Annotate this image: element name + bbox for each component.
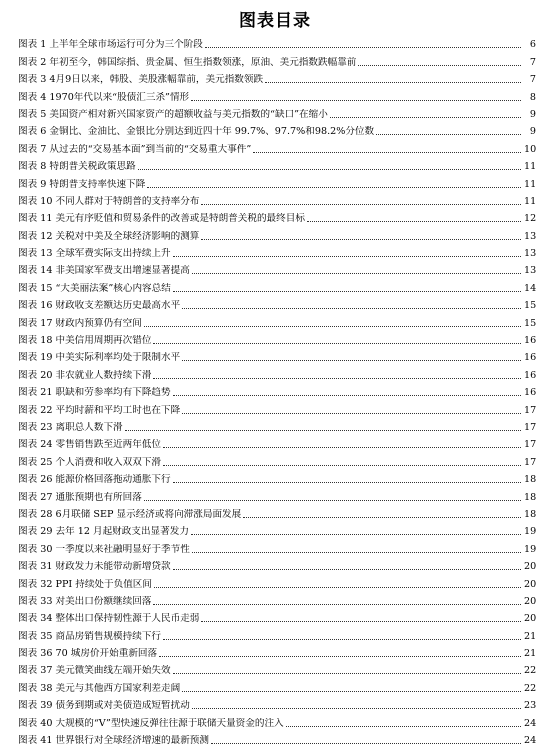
- dot-leader: [201, 239, 521, 240]
- toc-entry-label: 图表 41 世界银行对全球经济增速的最新预测: [18, 735, 209, 746]
- toc-entry-page: 20: [524, 578, 536, 590]
- dot-leader: [138, 169, 521, 170]
- toc-entry-page: 13: [524, 248, 536, 260]
- toc-entry[interactable]: [18, 520, 536, 537]
- dot-leader: [265, 82, 521, 83]
- toc-entry[interactable]: [18, 676, 536, 693]
- dot-leader: [243, 517, 521, 518]
- page-title: 图表目录: [239, 11, 311, 31]
- toc-entry-label: 图表 14 非美国家军费支出增速显著提高: [18, 265, 190, 277]
- toc-entry-label: 图表 4 1970年代以来“股债汇三杀”情形: [18, 91, 190, 103]
- toc-entry-page: 17: [524, 456, 536, 468]
- dot-leader: [154, 587, 521, 588]
- toc-entry[interactable]: [18, 416, 536, 433]
- toc-entry-label: 图表 5 美国资产相对新兴国家资产的超额收益与美元指数的“缺口”在缩小: [18, 108, 328, 120]
- dot-leader: [192, 552, 521, 553]
- toc-entry[interactable]: [18, 642, 536, 659]
- toc-entry-label: 图表 39 债务到期或对美债造成短暂扰动: [18, 700, 190, 712]
- toc-entry-label: 图表 21 职缺和劳参率均有下降趋势: [18, 387, 171, 399]
- toc-entry[interactable]: [18, 242, 536, 259]
- toc-entry-label: 图表 11 美元有序贬值和贸易条件的改善或是特朗普关税的最终目标: [18, 213, 305, 225]
- toc-entry[interactable]: [18, 50, 536, 67]
- dot-leader: [173, 395, 521, 396]
- toc-entry-page: 11: [524, 161, 536, 173]
- toc-entry-page: 17: [524, 439, 536, 451]
- toc-entry-label: 图表 17 财政内预算仍有空间: [18, 317, 142, 329]
- toc-entry-page: 8: [529, 91, 536, 103]
- toc-entry[interactable]: [18, 259, 536, 276]
- dot-leader: [192, 273, 521, 274]
- toc-entry-label: 图表 25 个人消费和收入双双下滑: [18, 456, 162, 468]
- toc-entry[interactable]: [18, 33, 536, 50]
- toc-entry-label: 图表 10 不同人群对于特朗普的支持率分布: [18, 195, 200, 207]
- toc-entry-page: 16: [524, 352, 536, 364]
- toc-entry-label: 图表 26 能源价格回落拖动通胀下行: [18, 474, 171, 486]
- toc-entry[interactable]: [18, 381, 536, 398]
- dot-leader: [205, 47, 521, 48]
- toc-entry-page: 13: [524, 265, 536, 277]
- toc-entry-page: 22: [524, 682, 536, 694]
- dot-leader: [144, 326, 521, 327]
- toc-entry-page: 7: [529, 74, 536, 86]
- dot-leader: [163, 465, 521, 466]
- toc-entry-label: 图表 35 商品房销售规模持续下行: [18, 630, 162, 642]
- dot-leader: [358, 65, 521, 66]
- dot-leader: [125, 430, 521, 431]
- dot-leader: [182, 691, 521, 692]
- toc-entry-label: 图表 36 70 城房价开始重新回落: [18, 648, 158, 660]
- toc-entry-label: 图表 12 关税对中美及全球经济影响的测算: [18, 230, 200, 242]
- toc-entry[interactable]: [18, 572, 536, 589]
- toc-entry[interactable]: [18, 190, 536, 207]
- toc-entry-page: 19: [524, 543, 536, 555]
- dot-leader: [147, 187, 521, 188]
- toc-entry-page: 24: [524, 735, 536, 746]
- dot-leader: [253, 152, 521, 153]
- toc-entry[interactable]: [18, 555, 536, 572]
- dot-leader: [376, 134, 521, 135]
- dot-leader: [173, 569, 521, 570]
- toc-entry-page: 23: [524, 700, 536, 712]
- toc-entry[interactable]: [18, 398, 536, 415]
- toc-entry[interactable]: [18, 103, 536, 120]
- toc-entry[interactable]: [18, 590, 536, 607]
- toc-entry-label: 图表 28 6月联储 SEP 显示经济或将向滞涨局面发展: [18, 508, 242, 520]
- dot-leader: [153, 378, 521, 379]
- toc-entry-label: 图表 24 零售销售跌至近两年低位: [18, 439, 162, 451]
- toc-entry[interactable]: [18, 207, 536, 224]
- dot-leader: [330, 117, 521, 118]
- dot-leader: [173, 673, 521, 674]
- toc-entry[interactable]: [18, 224, 536, 241]
- dot-leader: [201, 204, 521, 205]
- toc-entry-label: 图表 8 特朗普关税政策思路: [18, 161, 136, 173]
- toc-entry-page: 15: [524, 317, 536, 329]
- dot-leader: [182, 308, 521, 309]
- dot-leader: [163, 639, 521, 640]
- toc-entry-page: 18: [524, 491, 536, 503]
- dot-leader: [192, 708, 521, 709]
- figure-list: [18, 33, 536, 746]
- toc-entry-label: 图表 37 美元微笑曲线左端开始失效: [18, 665, 171, 677]
- toc-entry[interactable]: [18, 485, 536, 502]
- toc-entry-label: 图表 29 去年 12 月起财政支出显著发力: [18, 526, 189, 538]
- toc-entry-page: 12: [524, 213, 536, 225]
- dot-leader: [191, 534, 521, 535]
- toc-entry-page: 6: [529, 39, 536, 51]
- toc-entry-page: 20: [524, 561, 536, 573]
- toc-entry-page: 22: [524, 665, 536, 677]
- toc-entry-label: 图表 1 上半年全球市场运行可分为三个阶段: [18, 39, 203, 51]
- toc-entry-label: 图表 34 整体出口保持韧性源于人民币走弱: [18, 613, 200, 625]
- dot-leader: [307, 221, 521, 222]
- toc-entry[interactable]: [18, 624, 536, 641]
- dot-leader: [159, 656, 521, 657]
- toc-entry-page: 19: [524, 526, 536, 538]
- dot-leader: [173, 482, 521, 483]
- toc-entry[interactable]: [18, 433, 536, 450]
- toc-entry[interactable]: [18, 468, 536, 485]
- toc-entry[interactable]: [18, 329, 536, 346]
- toc-entry-page: 16: [524, 369, 536, 381]
- toc-entry-page: 18: [524, 474, 536, 486]
- toc-entry[interactable]: [18, 155, 536, 172]
- toc-entry[interactable]: [18, 607, 536, 624]
- toc-entry[interactable]: [18, 68, 536, 85]
- toc-entry-label: 图表 2 年初至今，韩国综指、贵金属、恒生指数领涨，原油、美元指数跌幅靠前: [18, 56, 357, 68]
- toc-entry-label: 图表 16 财政收支差额达历史最高水平: [18, 300, 181, 312]
- toc-entry[interactable]: [18, 276, 536, 293]
- toc-entry-label: 图表 3 4月9日以来，韩股、美股涨幅靠前，美元指数领跌: [18, 74, 264, 86]
- toc-entry-page: 7: [529, 56, 536, 68]
- toc-entry-label: 图表 9 特朗普支持率快速下降: [18, 178, 146, 190]
- toc-entry-label: 图表 31 财政发力未能带动新增贷款: [18, 561, 171, 573]
- toc-entry-page: 17: [524, 421, 536, 433]
- toc-entry-page: 9: [529, 126, 536, 138]
- toc-entry-label: 图表 6 金铜比、金油比、金银比分别达到近四十年 99.7%、97.7%和98.2%分位数: [18, 126, 375, 138]
- toc-entry-label: 图表 27 通胀预期也有所回落: [18, 491, 142, 503]
- toc-entry[interactable]: [18, 120, 536, 137]
- toc-entry-page: 14: [524, 282, 536, 294]
- toc-entry[interactable]: [18, 537, 536, 554]
- dot-leader: [211, 743, 521, 744]
- toc-entry[interactable]: [18, 85, 536, 102]
- toc-entry[interactable]: [18, 137, 536, 154]
- toc-entry-page: 13: [524, 230, 536, 242]
- toc-entry-label: 图表 40 大规模的“V”型快速反弹往往源于联储天量资金的注入: [18, 717, 284, 729]
- dot-leader: [173, 256, 521, 257]
- toc-entry-page: 20: [524, 613, 536, 625]
- toc-entry[interactable]: [18, 346, 536, 363]
- toc-entry[interactable]: [18, 503, 536, 520]
- dot-leader: [163, 447, 521, 448]
- toc-entry-page: 9: [529, 108, 536, 120]
- toc-entry[interactable]: [18, 363, 536, 380]
- toc-entry-label: 图表 33 对美出口份额继续回落: [18, 595, 152, 607]
- dot-leader: [286, 726, 521, 727]
- toc-entry-label: 图表 30 一季度以来社融明显好于季节性: [18, 543, 190, 555]
- toc-entry-page: 21: [524, 630, 536, 642]
- dot-leader: [191, 100, 521, 101]
- toc-entry[interactable]: [18, 172, 536, 189]
- dot-leader: [182, 413, 521, 414]
- toc-entry-label: 图表 22 平均时薪和平均工时也在下降: [18, 404, 181, 416]
- toc-entry-label: 图表 38 美元与其他西方国家利差走阔: [18, 682, 181, 694]
- dot-leader: [182, 360, 521, 361]
- toc-entry[interactable]: [18, 659, 536, 676]
- toc-entry-page: 11: [524, 195, 536, 207]
- toc-entry[interactable]: [18, 729, 536, 746]
- toc-entry-page: 20: [524, 595, 536, 607]
- toc-entry-page: 15: [524, 300, 536, 312]
- toc-entry-label: 图表 7 从过去的“交易基本面”到当前的“交易重大事件”: [18, 143, 252, 155]
- toc-entry-page: 16: [524, 387, 536, 399]
- toc-entry-page: 16: [524, 335, 536, 347]
- toc-entry-page: 11: [524, 178, 536, 190]
- toc-entry-label: 图表 19 中美实际利率均处于限制水平: [18, 352, 181, 364]
- toc-entry-label: 图表 13 全球军费实际支出持续上升: [18, 248, 171, 260]
- toc-entry[interactable]: [18, 311, 536, 328]
- dot-leader: [173, 291, 521, 292]
- toc-entry-page: 10: [524, 143, 536, 155]
- toc-entry[interactable]: [18, 450, 536, 467]
- toc-entry[interactable]: [18, 711, 536, 728]
- toc-entry[interactable]: [18, 294, 536, 311]
- toc-entry-page: 24: [524, 717, 536, 729]
- toc-entry-page: 17: [524, 404, 536, 416]
- toc-entry-label: 图表 23 离职总人数下滑: [18, 421, 123, 433]
- toc-entry-page: 18: [524, 508, 536, 520]
- toc-entry-label: 图表 15 “大美丽法案”核心内容总结: [18, 282, 171, 294]
- dot-leader: [153, 343, 521, 344]
- toc-entry[interactable]: [18, 694, 536, 711]
- toc-entry-page: 21: [524, 648, 536, 660]
- toc-entry-label: 图表 32 PPI 持续处于负值区间: [18, 578, 152, 590]
- dot-leader: [144, 500, 521, 501]
- toc-entry-label: 图表 18 中美信用周期再次错位: [18, 335, 152, 347]
- toc-entry-label: 图表 20 非农就业人数持续下滑: [18, 369, 152, 381]
- dot-leader: [153, 604, 521, 605]
- dot-leader: [201, 621, 521, 622]
